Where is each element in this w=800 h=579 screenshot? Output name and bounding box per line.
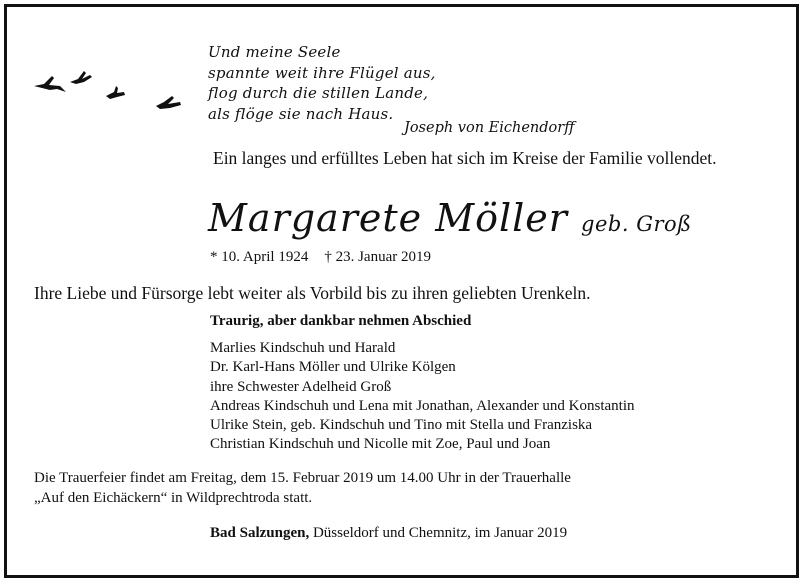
deceased-name: Margarete Möller	[208, 196, 568, 240]
poem-line: Und meine Seele	[208, 43, 341, 61]
poem	[208, 42, 436, 124]
farewell-heading: Traurig, aber dankbar nehmen Abschied	[210, 313, 472, 329]
service-line: „Auf den Eichäckern“ in Wildprechtroda statt.	[34, 489, 313, 506]
poem-line: als flöge sie nach Haus.	[208, 104, 394, 123]
maiden-name: geb. Groß	[581, 212, 692, 236]
list-item: Marlies Kindschuh und Harald	[210, 340, 396, 356]
place-city: Bad Salzungen,	[210, 525, 310, 541]
deceased-name-line	[208, 196, 692, 240]
birth-date: * 10. April 1924	[210, 249, 309, 265]
mourners-list	[210, 339, 635, 455]
service-line: Die Trauerfeier findet am Freitag, dem 15. Februar 2019 um 14.00 Uhr in der Trauerhalle	[34, 470, 571, 486]
intro-text: Ein langes und erfülltes Leben hat sich im Kreise der Familie vollendet.	[213, 148, 717, 168]
place-date	[210, 525, 567, 542]
place-rest: Düsseldorf und Chemnitz, im Januar 2019	[309, 525, 568, 541]
poem-line: flog durch die stillen Lande,	[208, 84, 429, 102]
death-date: † 23. Januar 2019	[324, 249, 431, 265]
list-item: ihre Schwester Adelheid Groß	[210, 378, 392, 395]
list-item: Dr. Karl-Hans Möller und Ulrike Kölgen	[210, 359, 456, 376]
legacy-text: Ihre Liebe und Fürsorge lebt weiter als Vorbild bis zu ihren geliebten Urenkeln.	[34, 283, 591, 303]
list-item: Christian Kindschuh und Nicolle mit Zoe, Paul und Joan	[210, 436, 551, 453]
poem-author: Joseph von Eichendorff	[404, 120, 575, 136]
flying-birds-icon	[30, 62, 190, 122]
list-item: Andreas Kindschuh und Lena mit Jonathan, Alexander und Konstantin	[210, 397, 635, 414]
service-info	[34, 469, 571, 508]
list-item: Ulrike Stein, geb. Kindschuh und Tino mit Stella und Franziska	[210, 417, 593, 434]
life-dates	[210, 249, 431, 266]
poem-line: spannte weit ihre Flügel aus,	[208, 63, 436, 82]
